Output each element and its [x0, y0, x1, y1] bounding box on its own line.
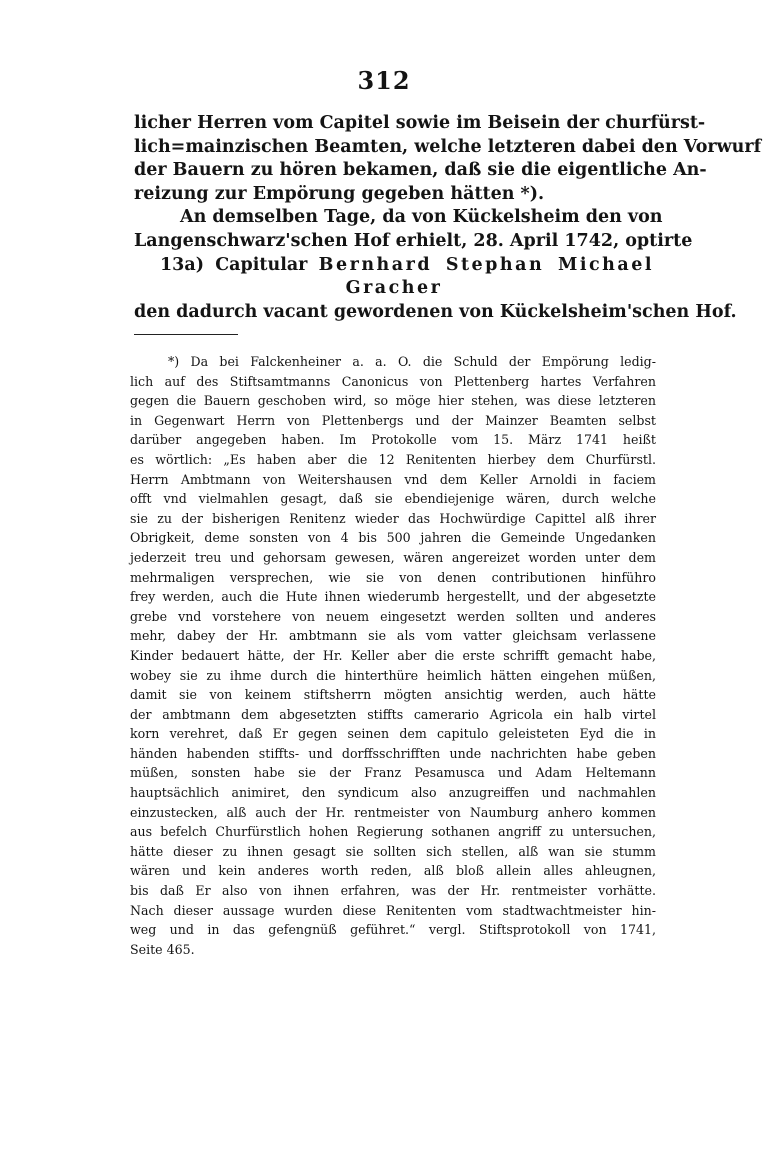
footnote-line: der ambtmann dem abgesetzten stiffts camerario Agricola ein halb virtel: [130, 706, 656, 722]
footnote-line: korn verehret, daß Er gegen seinen dem capitulo geleisteten Eyd die in: [130, 726, 656, 742]
main-text-line: der Bauern zu hören bekamen, daß sie die eigentliche An-: [134, 160, 707, 181]
footnote-line: aus befelch Churfürstlich hohen Regierung sothanen angriff zu untersuchen,: [130, 824, 656, 840]
footnote-line: mehrmaligen versprechen, wie sie von denen contributionen hinführo: [130, 569, 656, 585]
footnote-line: offt vnd vielmahlen gesagt, daß sie ebendiejenige wären, durch welche: [130, 491, 656, 507]
footnote-line: es wörtlich: „Es haben aber die 12 Renitenten hierbey dem Churfürstl.: [130, 451, 656, 467]
footnote-line: Kinder bedauert hätte, der Hr. Keller aber die erste schrifft gemacht habe,: [130, 647, 656, 663]
footnote-line: jederzeit treu und gehorsam gewesen, wären angereizet worden unter dem: [130, 549, 656, 565]
footnote-line: darüber angegeben haben. Im Protokolle vom 15. März 1741 heißt: [130, 432, 656, 448]
footnote-line: wobey sie zu ihme durch die hinterthüre heimlich hätten eingehen müßen,: [130, 667, 656, 683]
main-text-line-name: [134, 254, 654, 278]
footnote-line: Herrn Ambtmann von Weitershausen vnd dem Keller Arnoldi in faciem: [130, 471, 656, 487]
footnote-line: Obrigkeit, deme sonsten von 4 bis 500 jahren die Gemeinde Ungedanken: [130, 530, 656, 546]
page-number: 312: [357, 66, 411, 95]
footnote-line: lich auf des Stiftsamtmanns Canonicus von Plettenberg hartes Verfahren: [130, 373, 656, 389]
main-text-line: licher Herren vom Capitel sowie im Beisein der churfürst-: [134, 113, 706, 133]
footnote-line: mehr, dabey der Hr. ambtmann sie als vom vatter gleichsam verlassene: [130, 628, 656, 644]
main-text-line: den dadurch vacant gewordenen von Kückelsheim'schen Hof.: [134, 301, 737, 322]
footnote-line: Seite 465.: [130, 941, 195, 957]
main-text-line: An demselben Tage, da von Kückelsheim den von: [180, 207, 663, 228]
footnote-separator: [134, 334, 238, 335]
footnote-line: hätte dieser zu ihnen gesagt sie sollten sich stellen, alß wan sie stumm: [130, 843, 656, 859]
footnote-line: hauptsächlich animiret, den syndicum also anzugreiffen und nachmahlen: [130, 785, 656, 801]
footnote-line: wären und kein anderes worth reden, alß bloß allein alles ahleugnen,: [130, 863, 656, 879]
capitular-surname: Gracher: [345, 278, 443, 299]
footnote-line: in Gegenwart Herrn von Plettenbergs und der Mainzer Beamten selbst: [130, 412, 656, 428]
footnote-line: damit sie von keinem stiftsherrn mögten ansichtig werden, auch hätte: [130, 687, 656, 703]
main-text-line: reizung zur Empörung gegeben hätten *).: [134, 183, 545, 204]
footnote-block: [130, 352, 656, 959]
footnote-line: bis daß Er also von ihnen erfahren, was der Hr. rentmeister vorhätte.: [130, 883, 656, 899]
capitular-label: 13a) Capitular: [160, 254, 308, 275]
footnote-line: Nach dieser aussage wurden diese Renitenten vom stadtwachtmeister hin-: [130, 902, 656, 918]
footnote-line: *) Da bei Falckenheiner a. a. O. die Schuld der Empörung ledig-: [168, 354, 656, 369]
footnote-line: frey werden, auch die Hute ihnen wiederumb hergestellt, und der abgesetzte: [130, 589, 656, 605]
capitular-name: Bernhard Stephan Michael: [318, 254, 654, 275]
main-text-line: Langenschwarz'schen Hof erhielt, 28. April 1742, optirte: [134, 230, 693, 251]
footnote-line: einzustecken, alß auch der Hr. rentmeister von Naumburg anhero kommen: [130, 804, 656, 820]
main-text-block: [134, 112, 762, 324]
footnote-line: müßen, sonsten habe sie der Franz Pesamusca und Adam Heltemann: [130, 765, 656, 781]
footnote-line: weg und in das gefengnüß geführet.“ vergl. Stiftsprotokoll von 1741,: [130, 922, 656, 938]
footnote-line: sie zu der bisherigen Renitenz wieder das Hochwürdige Capittel alß ihrer: [130, 510, 656, 526]
footnote-line: grebe vnd vorstehere von neuem eingesetzt werden sollten und anderes: [130, 608, 656, 624]
footnote-line: händen habenden stiffts- und dorffsschrifften unde nachrichten habe geben: [130, 745, 656, 761]
main-text-line: lich=mainzischen Beamten, welche letzteren dabei den Vorwurf: [134, 136, 762, 157]
footnote-line: gegen die Bauern geschoben wird, so möge hier stehen, was diese letzteren: [130, 393, 656, 409]
